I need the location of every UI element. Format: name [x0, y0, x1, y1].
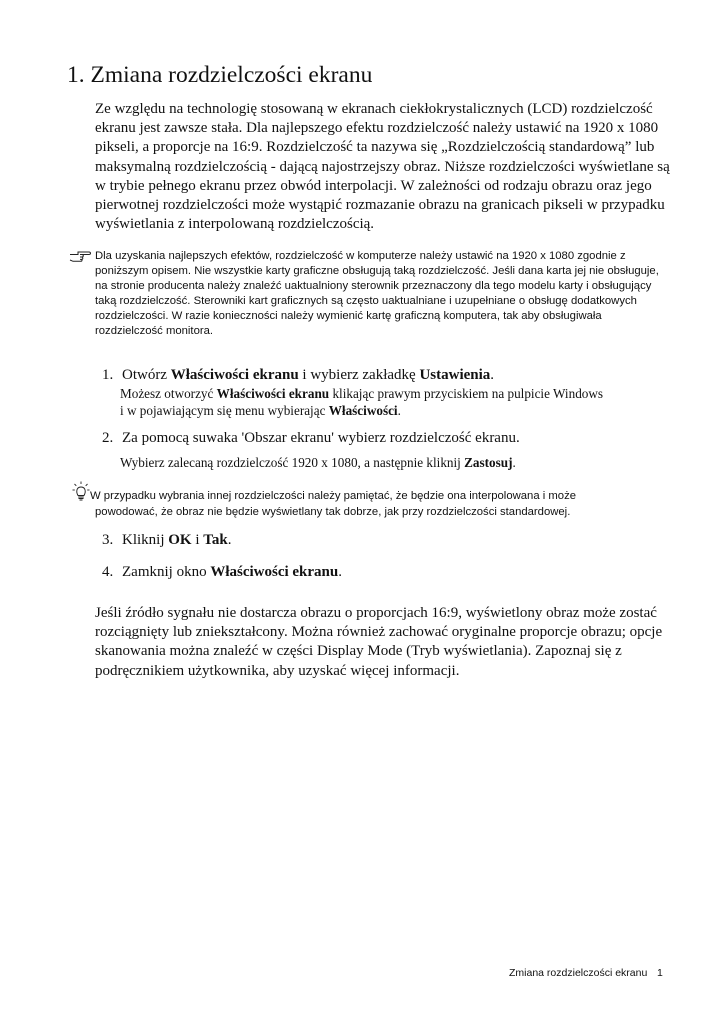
step-2-detail: [120, 454, 516, 471]
lightbulb-icon: [72, 481, 90, 501]
step-4-bold-display-properties: Właściwości ekranu: [210, 564, 339, 580]
page-title: 1. Zmiana rozdzielczości ekranu: [67, 62, 373, 88]
step-3-bold-ok: OK: [168, 532, 192, 548]
step-1-detail-line-2: [120, 402, 603, 419]
step-2-detail-end: .: [512, 455, 516, 470]
step-2-detail-text: Wybierz zalecaną rozdzielczość 1920 x 1080, a następnie kliknij: [120, 455, 465, 470]
step-2-text: Za pomocą suwaka 'Obszar ekranu' wybierz rozdzielczość ekranu.: [122, 430, 520, 446]
step-1-detail-text-end: klikając prawym przyciskiem na pulpicie Windows: [329, 386, 604, 401]
step-4-number: 4.: [102, 564, 114, 580]
step-3-text: Kliknij: [122, 532, 169, 548]
step-1-bold-display-properties: Właściwości ekranu: [170, 367, 299, 383]
closing-paragraph: Jeśli źródło sygnału nie dostarcza obrazu o proporcjach 16:9, wyświetlony obraz może zostać rozciągnięty lub zniekształcony. Można również zachować oryginalne proporcje obrazu; opcje skanowania można znaleźć w części Display Mode (Tryb wyświetlania). Zapoznaj się z podręcznikiem użytkownika, aby uzyskać więcej informacji.: [95, 605, 663, 679]
step-3-bold-yes: Tak: [203, 532, 228, 548]
step-1-number: 1.: [102, 367, 114, 383]
step-1: [102, 367, 494, 384]
step-2-number: 2.: [102, 430, 114, 446]
step-1-detail: [120, 385, 603, 419]
step-2-detail-bold-apply: Zastosuj: [464, 455, 513, 470]
step-4-text-end: .: [338, 564, 342, 580]
tip-paragraph: [90, 489, 650, 520]
step-1-detail-bold: Właściwości ekranu: [216, 386, 330, 401]
pointing-hand-icon: [69, 250, 91, 262]
footer-section-title: Zmiana rozdzielczości ekranu: [509, 967, 648, 979]
step-1-text: Otwórz: [122, 367, 171, 383]
note-paragraph: Dla uzyskania najlepszych efektów, rozdzielczość w komputerze należy ustawić na 1920 x 1080 zgodnie z poniższym opisem. Nie wszystkie karty graficzne obsługują taką rozdzielczość. Jeśli dana karta jej nie obsługuje, na stronie producenta należy znaleźć uaktualniony sterownik przeznaczony dla tego modelu karty i obsługujący taką rozdzielczość. Sterowniki kart graficznych są często uaktualniane i uzupełniane o obsługę dodatkowych rozdzielczości. W razie konieczności należy wymienić kartę graficzną komputera, tak aby obsługiwała rozdzielczość monitora.: [95, 250, 659, 337]
step-1-detail-line-1: [120, 385, 603, 402]
tip-line-1: W przypadku wybrania innej rozdzielczości należy pamiętać, że będzie ona interpolowana i może: [90, 490, 577, 502]
step-3-number: 3.: [102, 532, 114, 548]
step-1-text-end: .: [490, 367, 495, 383]
step-2-detail-line: [120, 454, 516, 471]
step-4-text: Zamknij okno: [122, 564, 211, 580]
step-1-bold-settings: Ustawienia: [419, 367, 491, 383]
step-1-text-mid: i wybierz zakładkę: [298, 367, 420, 383]
step-3-text-mid: i: [191, 532, 204, 548]
footer-page-number: 1: [657, 967, 663, 979]
step-3: [102, 532, 232, 549]
step-1-detail-line-2-bold: Właściwości: [328, 403, 398, 418]
step-2: [102, 430, 520, 447]
step-1-detail-text: Możesz otworzyć: [120, 386, 217, 401]
step-4: [102, 564, 342, 581]
step-1-detail-line-2-text: i w pojawiającym się menu wybierając: [120, 403, 329, 418]
tip-line-2: powodować, że obraz nie będzie wyświetlany tak dobrze, jak przy rozdzielczości standardowej.: [95, 505, 571, 518]
intro-paragraph: Ze względu na technologię stosowaną w ekranach ciekłokrystalicznych (LCD) rozdzielczość ekranu jest zawsze stała. Dla najlepszego efektu rozdzielczość należy ustawić na 1920 x 1080 pikseli, a proporcje na 16:9. Rozdzielczość ta nazywa się „Rozdzielczością standardową” lub maksymalną rozdzielczością - dającą najostrzejszy obraz. Niższe rozdzielczości wyświetlane są w trybie pełnego ekranu przez obwód interpolacji. W zależności od rodzaju obrazu oraz jego pierwotnej rozdzielczości może wystąpić rozmazanie obrazu na granicach pikseli w przypadku wyświetlania z interpolowaną rozdzielczością.: [95, 101, 670, 233]
step-1-detail-line-2-end: .: [397, 403, 401, 418]
step-3-text-end: .: [227, 532, 232, 548]
